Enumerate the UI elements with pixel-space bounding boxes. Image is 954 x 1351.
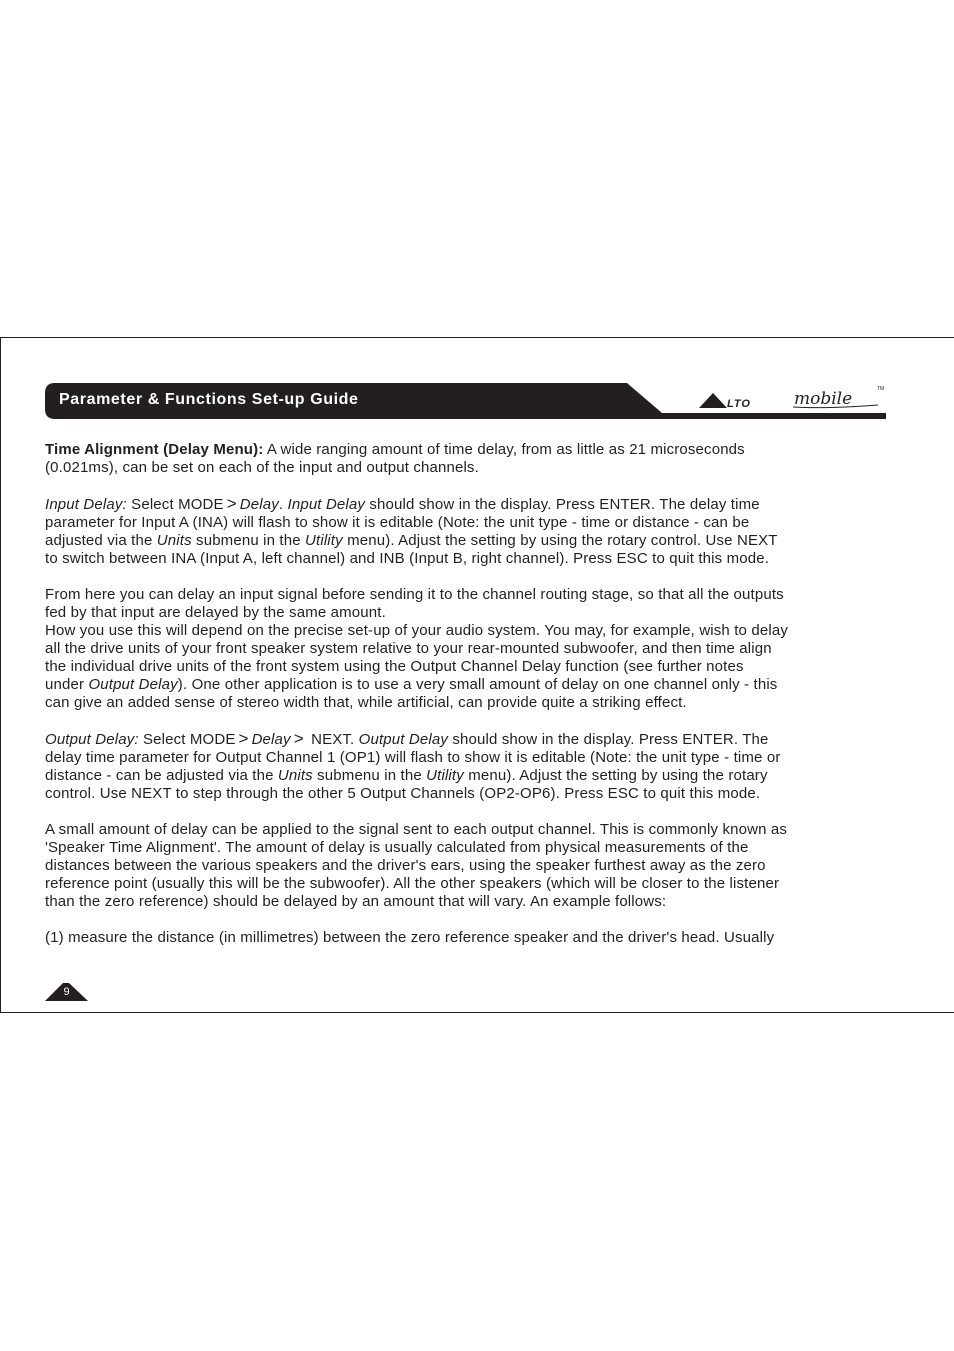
page-number-badge xyxy=(45,982,88,1001)
routing-paragraph: From here you can delay an input signal before sending it to the channel routing stage, so that all the outputs fed by that input are delayed by the same amount. How you use this will depend on the precise set-up of your audio system. You may, for example, wish to delay all the drive units of your front speaker system relative to your rear-mounted subwoofer, and then time align the individual drive units of the front system using the Output Channel Delay function (see further notes under Output Delay). One other application is to use a very small amount of delay on one channel only - this can give an added sense of stereo width that, while artificial, can provide quite a striking effect. xyxy=(45,586,788,711)
alto-mobile-logo xyxy=(697,387,887,415)
header-title: Parameter & Functions Set-up Guide xyxy=(59,391,359,408)
menu-arrow-icon: > xyxy=(238,729,249,748)
header-bar xyxy=(45,383,886,419)
page-number: 9 xyxy=(63,986,70,998)
menu-arrow-icon: > xyxy=(226,494,237,513)
logo-trademark: TM xyxy=(877,386,885,392)
menu-arrow-icon: > xyxy=(293,729,304,748)
output-delay-label: Output Delay: xyxy=(45,731,139,748)
logo-mobile-text: mobile xyxy=(794,389,853,409)
section-heading: Time Alignment (Delay Menu): xyxy=(45,441,264,458)
speaker-alignment-paragraph: A small amount of delay can be applied to the signal sent to each output channel. This is commonly known as 'Speaker Time Alignment'. The amount of delay is usually calculated from physical measurements of the distances between the various speakers and the driver's ears, using the speaker furthest away as the zero reference point (usually this will be the subwoofer). All the other speakers (which will be closer to the listener than the zero reference) should be delayed by an amount that will vary. An example follows: xyxy=(45,821,788,910)
input-delay-label: Input Delay: xyxy=(45,496,127,513)
logo-a-triangle-icon xyxy=(697,387,887,415)
output-delay-paragraph: Output Delay: Select MODE > Delay > NEXT. Output Delay should show in the display. Press ENTER. The delay time parameter for Output Channel 1 (OP1) will flash to show it is editable (Note: the unit type - time or distance - can be adjusted via the Units submenu in the Utility menu). Adjust the setting by using the rotary control. Use NEXT to step through the other 5 Output Channels (OP2-OP6). Press ESC to quit this mode. xyxy=(45,729,781,802)
input-delay-paragraph: Input Delay: Select MODE > Delay. Input Delay should show in the display. Press ENTER. The delay time parameter for Input A (INA) will flash to show it is editable (Note: the unit type - time or distance - can be adjusted via the Units submenu in the Utility menu). Adjust the setting by using the rotary control. Use NEXT to switch between INA (Input A, left channel) and INB (Input B, right channel). Press ESC to quit this mode. xyxy=(45,494,778,567)
logo-lto-text: LTO xyxy=(727,398,751,410)
body-text xyxy=(45,441,890,947)
intro-paragraph: Time Alignment (Delay Menu): A wide ranging amount of time delay, from as little as 21 microseconds (0.021ms), can be set on each of the input and output channels. xyxy=(45,441,745,476)
step-1-paragraph: (1) measure the distance (in millimetres) between the zero reference speaker and the driver's head. Usually xyxy=(45,929,775,946)
